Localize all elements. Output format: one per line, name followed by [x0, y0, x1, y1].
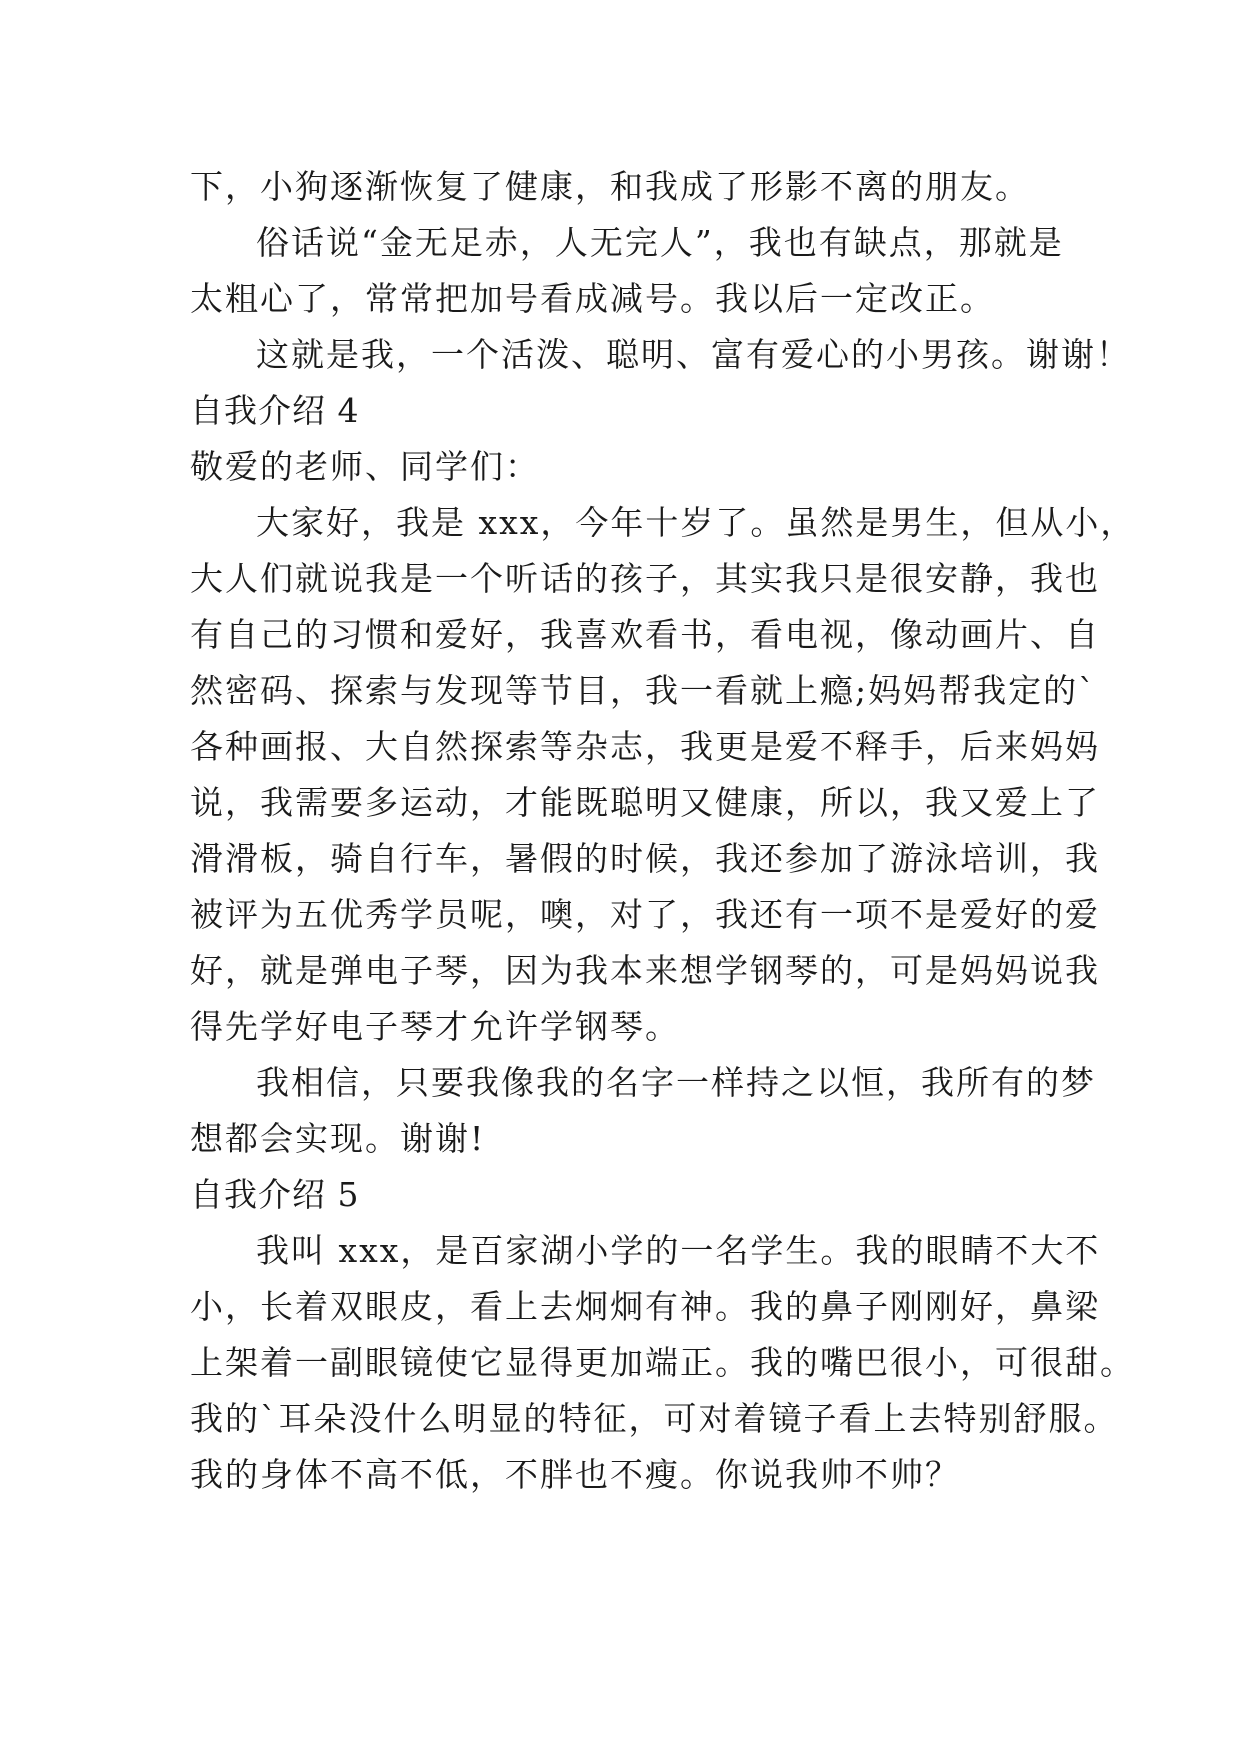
text-line: 有自己的习惯和爱好，我喜欢看书，看电视，像动画片、自: [190, 615, 1100, 654]
section-heading: 自我介绍 4: [190, 391, 360, 430]
text-line: 各种画报、大自然探索等杂志，我更是爱不释手，后来妈妈: [190, 727, 1100, 766]
text-line: 俗话说“金无足赤，人无完人”，我也有缺点，那就是: [256, 223, 1064, 262]
text-line: 太粗心了，常常把加号看成减号。我以后一定改正。: [190, 279, 995, 318]
text-line: 说，我需要多运动，才能既聪明又健康，所以，我又爱上了: [190, 783, 1100, 822]
text-line: 小，长着双眼皮，看上去炯炯有神。我的鼻子刚刚好，鼻梁: [190, 1287, 1100, 1326]
text-line: 我相信，只要我像我的名字一样持之以恒，我所有的梦: [256, 1063, 1096, 1102]
text-line: 大人们就说我是一个听话的孩子，其实我只是很安静，我也: [190, 559, 1100, 598]
text-line: 这就是我，一个活泼、聪明、富有爱心的小男孩。谢谢！: [256, 335, 1131, 374]
text-line: 我的`耳朵没什么明显的特征，可对着镜子看上去特别舒服。: [190, 1399, 1119, 1438]
text-line: 然密码、探索与发现等节目，我一看就上瘾;妈妈帮我定的`: [190, 671, 1097, 710]
text-line: 上架着一副眼镜使它显得更加端正。我的嘴巴很小，可很甜。: [190, 1343, 1135, 1382]
text-line: 大家好，我是 xxx，今年十岁了。虽然是男生，但从小，: [256, 503, 1136, 542]
text-line: 我的身体不高不低，不胖也不瘦。你说我帅不帅？: [190, 1455, 960, 1494]
text-line: 得先学好电子琴才允许学钢琴。: [190, 1007, 680, 1046]
text-line: 敬爱的老师、同学们：: [190, 447, 540, 486]
text-line: 滑滑板，骑自行车，暑假的时候，我还参加了游泳培训，我: [190, 839, 1100, 878]
text-line: 下，小狗逐渐恢复了健康，和我成了形影不离的朋友。: [190, 167, 1030, 206]
text-line: 想都会实现。谢谢!: [190, 1119, 486, 1158]
text-line: 被评为五优秀学员呢，噢，对了，我还有一项不是爱好的爱: [190, 895, 1100, 934]
text-line: 我叫 xxx，是百家湖小学的一名学生。我的眼睛不大不: [256, 1231, 1101, 1270]
document-body: [190, 159, 1136, 1503]
text-line: 好，就是弹电子琴，因为我本来想学钢琴的，可是妈妈说我: [190, 951, 1100, 990]
section-heading: 自我介绍 5: [190, 1175, 360, 1214]
